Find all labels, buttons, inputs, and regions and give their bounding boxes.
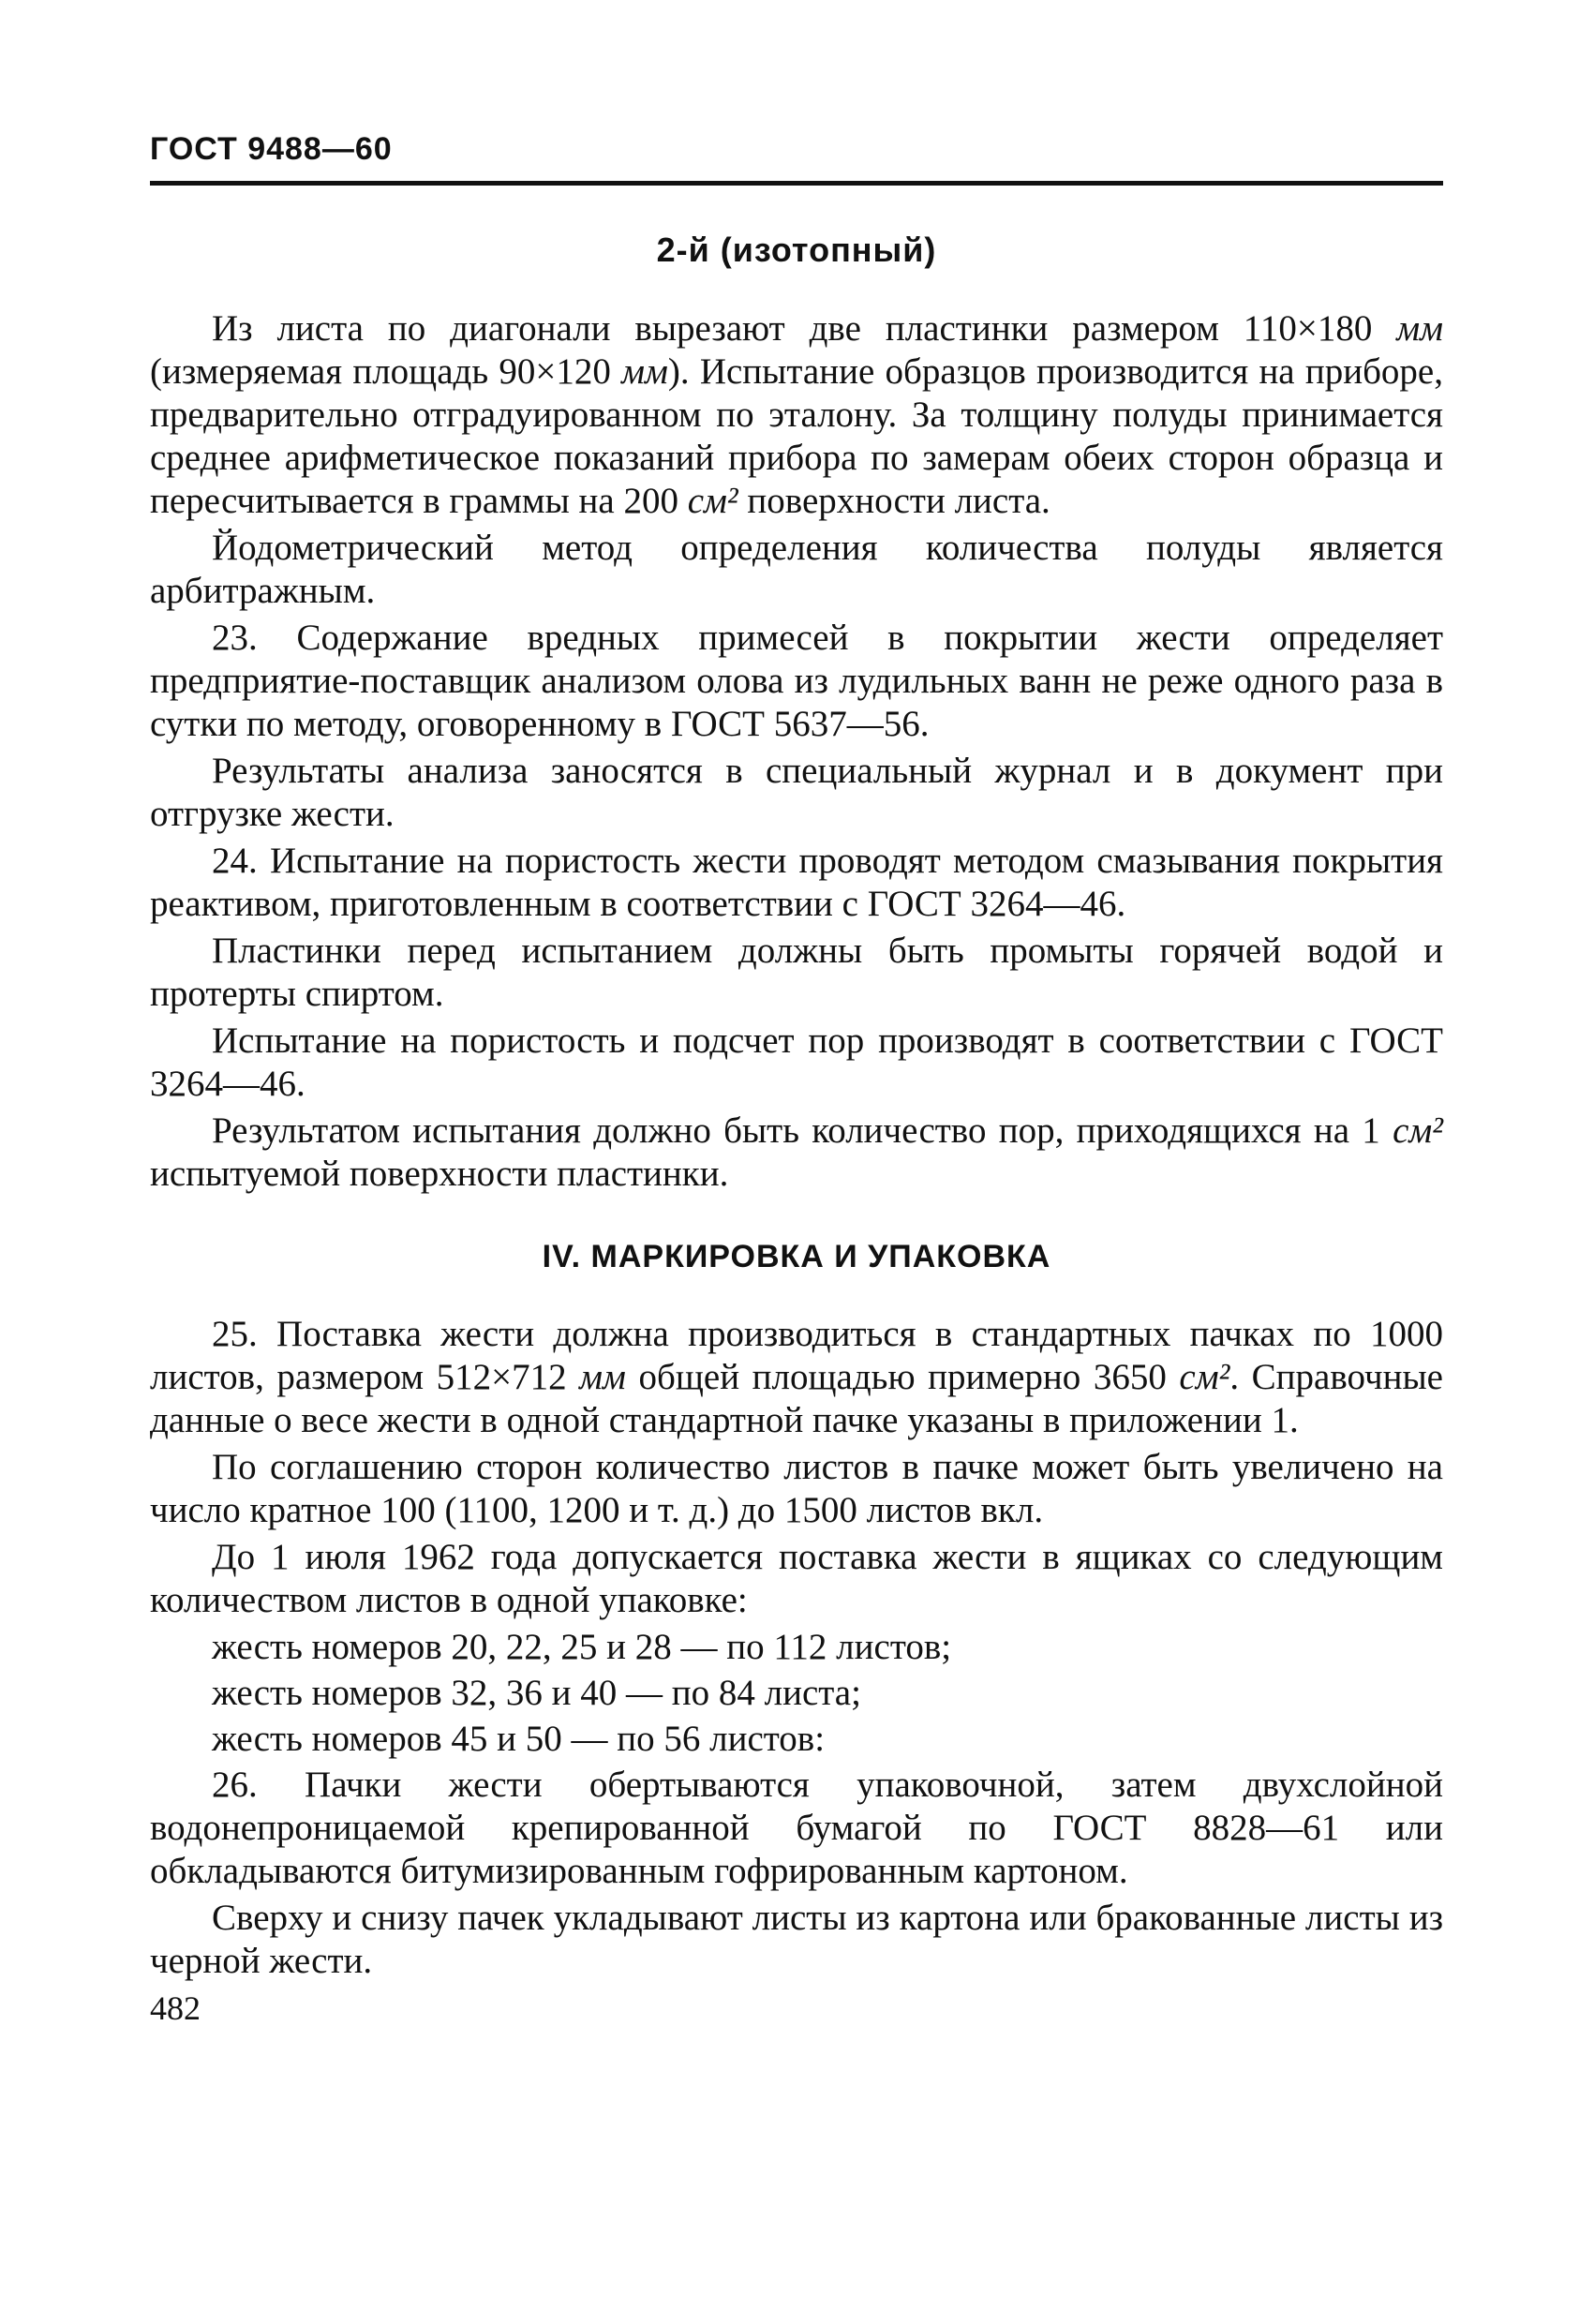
unit-label: мм [1396,308,1443,349]
paragraph-plates-washed: Пластинки перед испытанием должны быть промыты горячей водой и протерты спиртом. [150,931,1443,1014]
section-title-marking: IV. МАРКИРОВКА И УПАКОВКА [542,1239,1051,1274]
unit-label: см² [1393,1110,1443,1151]
section-title-isotope: 2-й (изотопный) [656,231,937,269]
paragraph-isotope-method: Из листа по диагонали вырезают две пластинки размером 110×180 мм (измеряемая площадь 90×120 мм). Испытание образцов производится на приборе, предварительно отградуированном по эталону. За толщину полуды принимается среднее арифметическое показаний прибора по замерам обеих сторон образца и пересчитывается в граммы на 200 см² поверхности листа. [150,308,1443,521]
paragraph-agreement: По соглашению сторон количество листов в пачке может быть увеличено на число кратное 100 (1100, 1200 и т. д.) до 1500 листов вкл. [150,1447,1443,1530]
paragraph-24: 24. Испытание на пористость жести проводят методом смазывания покрытия реактивом, приготовленным в соответствии с ГОСТ 3264—46. [150,841,1443,924]
paragraph-23: 23. Содержание вредных примесей в покрытии жести определяет предприятие-поставщик анализом олова из лудильных ванн не реже одного раза в сутки по методу, оговоренному в ГОСТ 5637—56. [150,618,1443,744]
page-number: 482 [150,1989,201,2027]
paragraph-porosity-result: Результатом испытания должно быть количество пор, приходящихся на 1 см² испытуемой поверхности пластинки. [150,1110,1443,1194]
paragraph-25: 25. Поставка жести должна производиться в стандартных пачках по 1000 листов, размером 512×712 мм общей площадью примерно 3650 см². Справочные данные о весе жести в одной стандартной пачке указаны в приложении 1. [150,1314,1443,1440]
running-header: ГОСТ 9488—60 [150,131,1443,186]
list-item: жесть номеров 32, 36 и 40 — по 84 листа; [212,1673,861,1713]
list-item: жесть номеров 20, 22, 25 и 28 — по 112 листов; [212,1627,952,1667]
paragraph-porosity-count: Испытание на пористость и подсчет пор производят в соответствии с ГОСТ 3264—46. [150,1020,1443,1104]
list-item: жесть номеров 45 и 50 — по 56 листов: [212,1719,826,1759]
unit-label: мм [579,1357,626,1397]
unit-label: см² [1179,1357,1230,1397]
document-page [150,131,1443,2028]
paragraph-until-1962: До 1 июля 1962 года допускается поставка жести в ящиках со следующим количеством листов в одной упаковке: [150,1537,1443,1620]
unit-label: см² [687,481,738,521]
paragraph-iodometric: Йодометрический метод определения количества полуды является арбитражным. [150,528,1443,611]
unit-label: мм [621,351,668,392]
paragraph-26: 26. Пачки жести обертываются упаковочной, затем двухслойной водонепроницаемой крепированной бумагой по ГОСТ 8828—61 или обкладываются битумизированным гофрированным картоном. [150,1765,1443,1891]
paragraph-analysis-results: Результаты анализа заносятся в специальный журнал и в документ при отгрузке жести. [150,751,1443,834]
paragraph-top-bottom: Сверху и снизу пачек укладывают листы из картона или бракованные листы из черной жести. [150,1898,1443,1981]
